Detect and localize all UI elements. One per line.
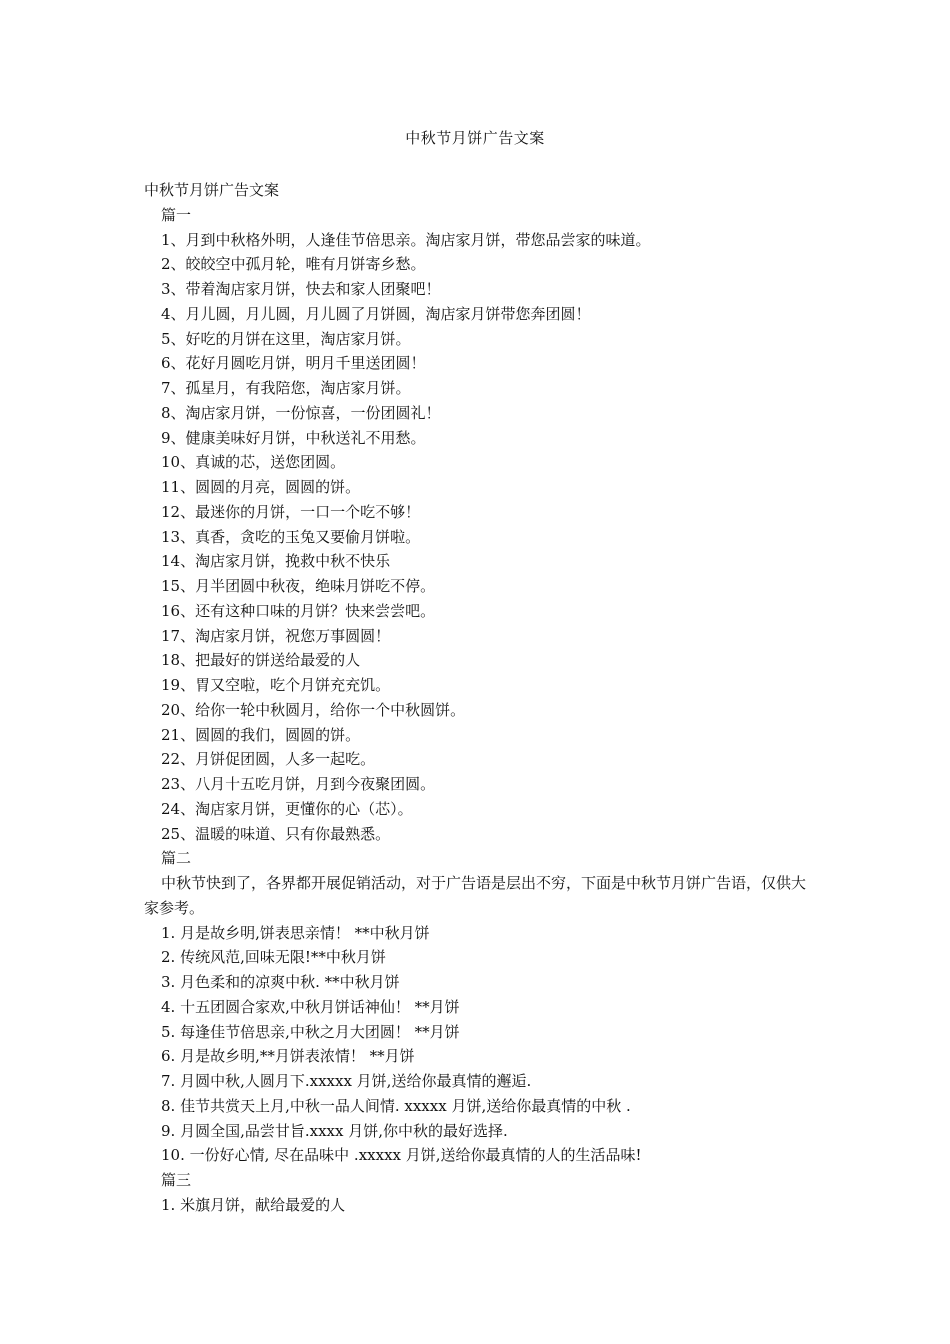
list-item: 2、皎皎空中孤月轮，唯有月饼寄乡愁。 (161, 255, 426, 274)
list-item: 20、给你一轮中秋圆月，给你一个中秋圆饼。 (161, 700, 466, 719)
list-item: 5、好吃的月饼在这里，淘店家月饼。 (161, 329, 411, 348)
list-item: 1. 米旗月饼，献给最爱的人 (161, 1195, 346, 1214)
list-item: 1. 月是故乡明,饼表思亲情！ **中秋月饼 (161, 923, 430, 942)
list-item: 2. 传统风范,回味无限!**中秋月饼 (161, 948, 386, 967)
section-label-3: 篇三 (161, 1171, 192, 1189)
list-item: 9、健康美味好月饼，中秋送礼不用愁。 (161, 428, 426, 447)
section-intro: 中秋节快到了，各界都开展促销活动，对于广告语是层出不穷，下面是中秋节月饼广告语，仅供大家参考。 (144, 874, 807, 917)
list-item: 13、真香，贪吃的玉兔又要偷月饼啦。 (161, 527, 421, 546)
list-item: 16、还有这种口味的月饼？快来尝尝吧。 (161, 601, 436, 620)
list-item: 5. 每逢佳节倍思亲,中秋之月大团圆！ **月饼 (161, 1022, 460, 1041)
list-item: 14、淘店家月饼，挽救中秋不快乐 (161, 552, 391, 571)
list-item: 24、淘店家月饼，更懂你的心（芯）。 (161, 799, 413, 818)
list-item: 7. 月圆中秋,人圆月下.xxxxx 月饼,送给你最真情的邂逅. (161, 1072, 532, 1090)
list-item: 4、月儿圆，月儿圆，月儿圆了月饼圆，淘店家月饼带您奔团圆！ (161, 304, 591, 323)
list-item: 18、把最好的饼送给最爱的人 (161, 651, 361, 670)
list-item: 25、温暖的味道、只有你最熟悉。 (161, 824, 391, 843)
page-title: 中秋节月饼广告文案 (405, 129, 545, 147)
list-item: 17、淘店家月饼，祝您万事圆圆！ (161, 626, 391, 645)
list-item: 19、胃又空啦，吃个月饼充充饥。 (161, 676, 391, 694)
list-item: 1、月到中秋格外明，人逢佳节倍思亲。淘店家月饼，带您品尝家的味道。 (161, 230, 651, 249)
list-item: 3. 月色柔和的凉爽中秋. **中秋月饼 (161, 973, 400, 991)
document-heading: 中秋节月饼广告文案 (144, 181, 280, 199)
section-label-2: 篇二 (161, 849, 192, 868)
list-item: 7、孤星月，有我陪您，淘店家月饼。 (161, 379, 411, 397)
list-item: 4. 十五团圆合家欢,中秋月饼话神仙！ **月饼 (161, 997, 460, 1016)
list-item: 23、八月十五吃月饼，月到今夜聚团圆。 (161, 775, 436, 793)
list-item: 15、月半团圆中秋夜，绝味月饼吃不停。 (161, 577, 436, 595)
section-label-1: 篇一 (161, 205, 192, 224)
list-item: 12、最迷你的月饼，一口一个吃不够！ (161, 502, 421, 521)
list-item: 8. 佳节共赏天上月,中秋一品人间情. xxxxx 月饼,送给你最真情的中秋 . (161, 1096, 631, 1115)
list-item: 21、圆圆的我们，圆圆的饼。 (161, 725, 361, 744)
list-item: 9. 月圆全国,品尝甘旨.xxxx 月饼,你中秋的最好选择. (161, 1121, 508, 1140)
list-item: 10. 一份好心情, 尽在品味中 .xxxxx 月饼,送给你最真情的人的生活品味! (161, 1146, 642, 1165)
list-item: 8、淘店家月饼，一份惊喜，一份团圆礼！ (161, 403, 441, 422)
document-body (144, 178, 814, 1218)
list-item: 22、月饼促团圆，人多一起吃。 (161, 750, 376, 769)
list-item: 11、圆圆的月亮，圆圆的饼。 (161, 478, 361, 496)
list-item: 6、花好月圆吃月饼，明月千里送团圆！ (161, 354, 426, 373)
list-item: 10、真诚的芯，送您团圆。 (161, 453, 346, 472)
list-item: 6. 月是故乡明,**月饼表浓情！ **月饼 (161, 1047, 415, 1066)
list-item: 3、带着淘店家月饼，快去和家人团聚吧！ (161, 280, 441, 298)
